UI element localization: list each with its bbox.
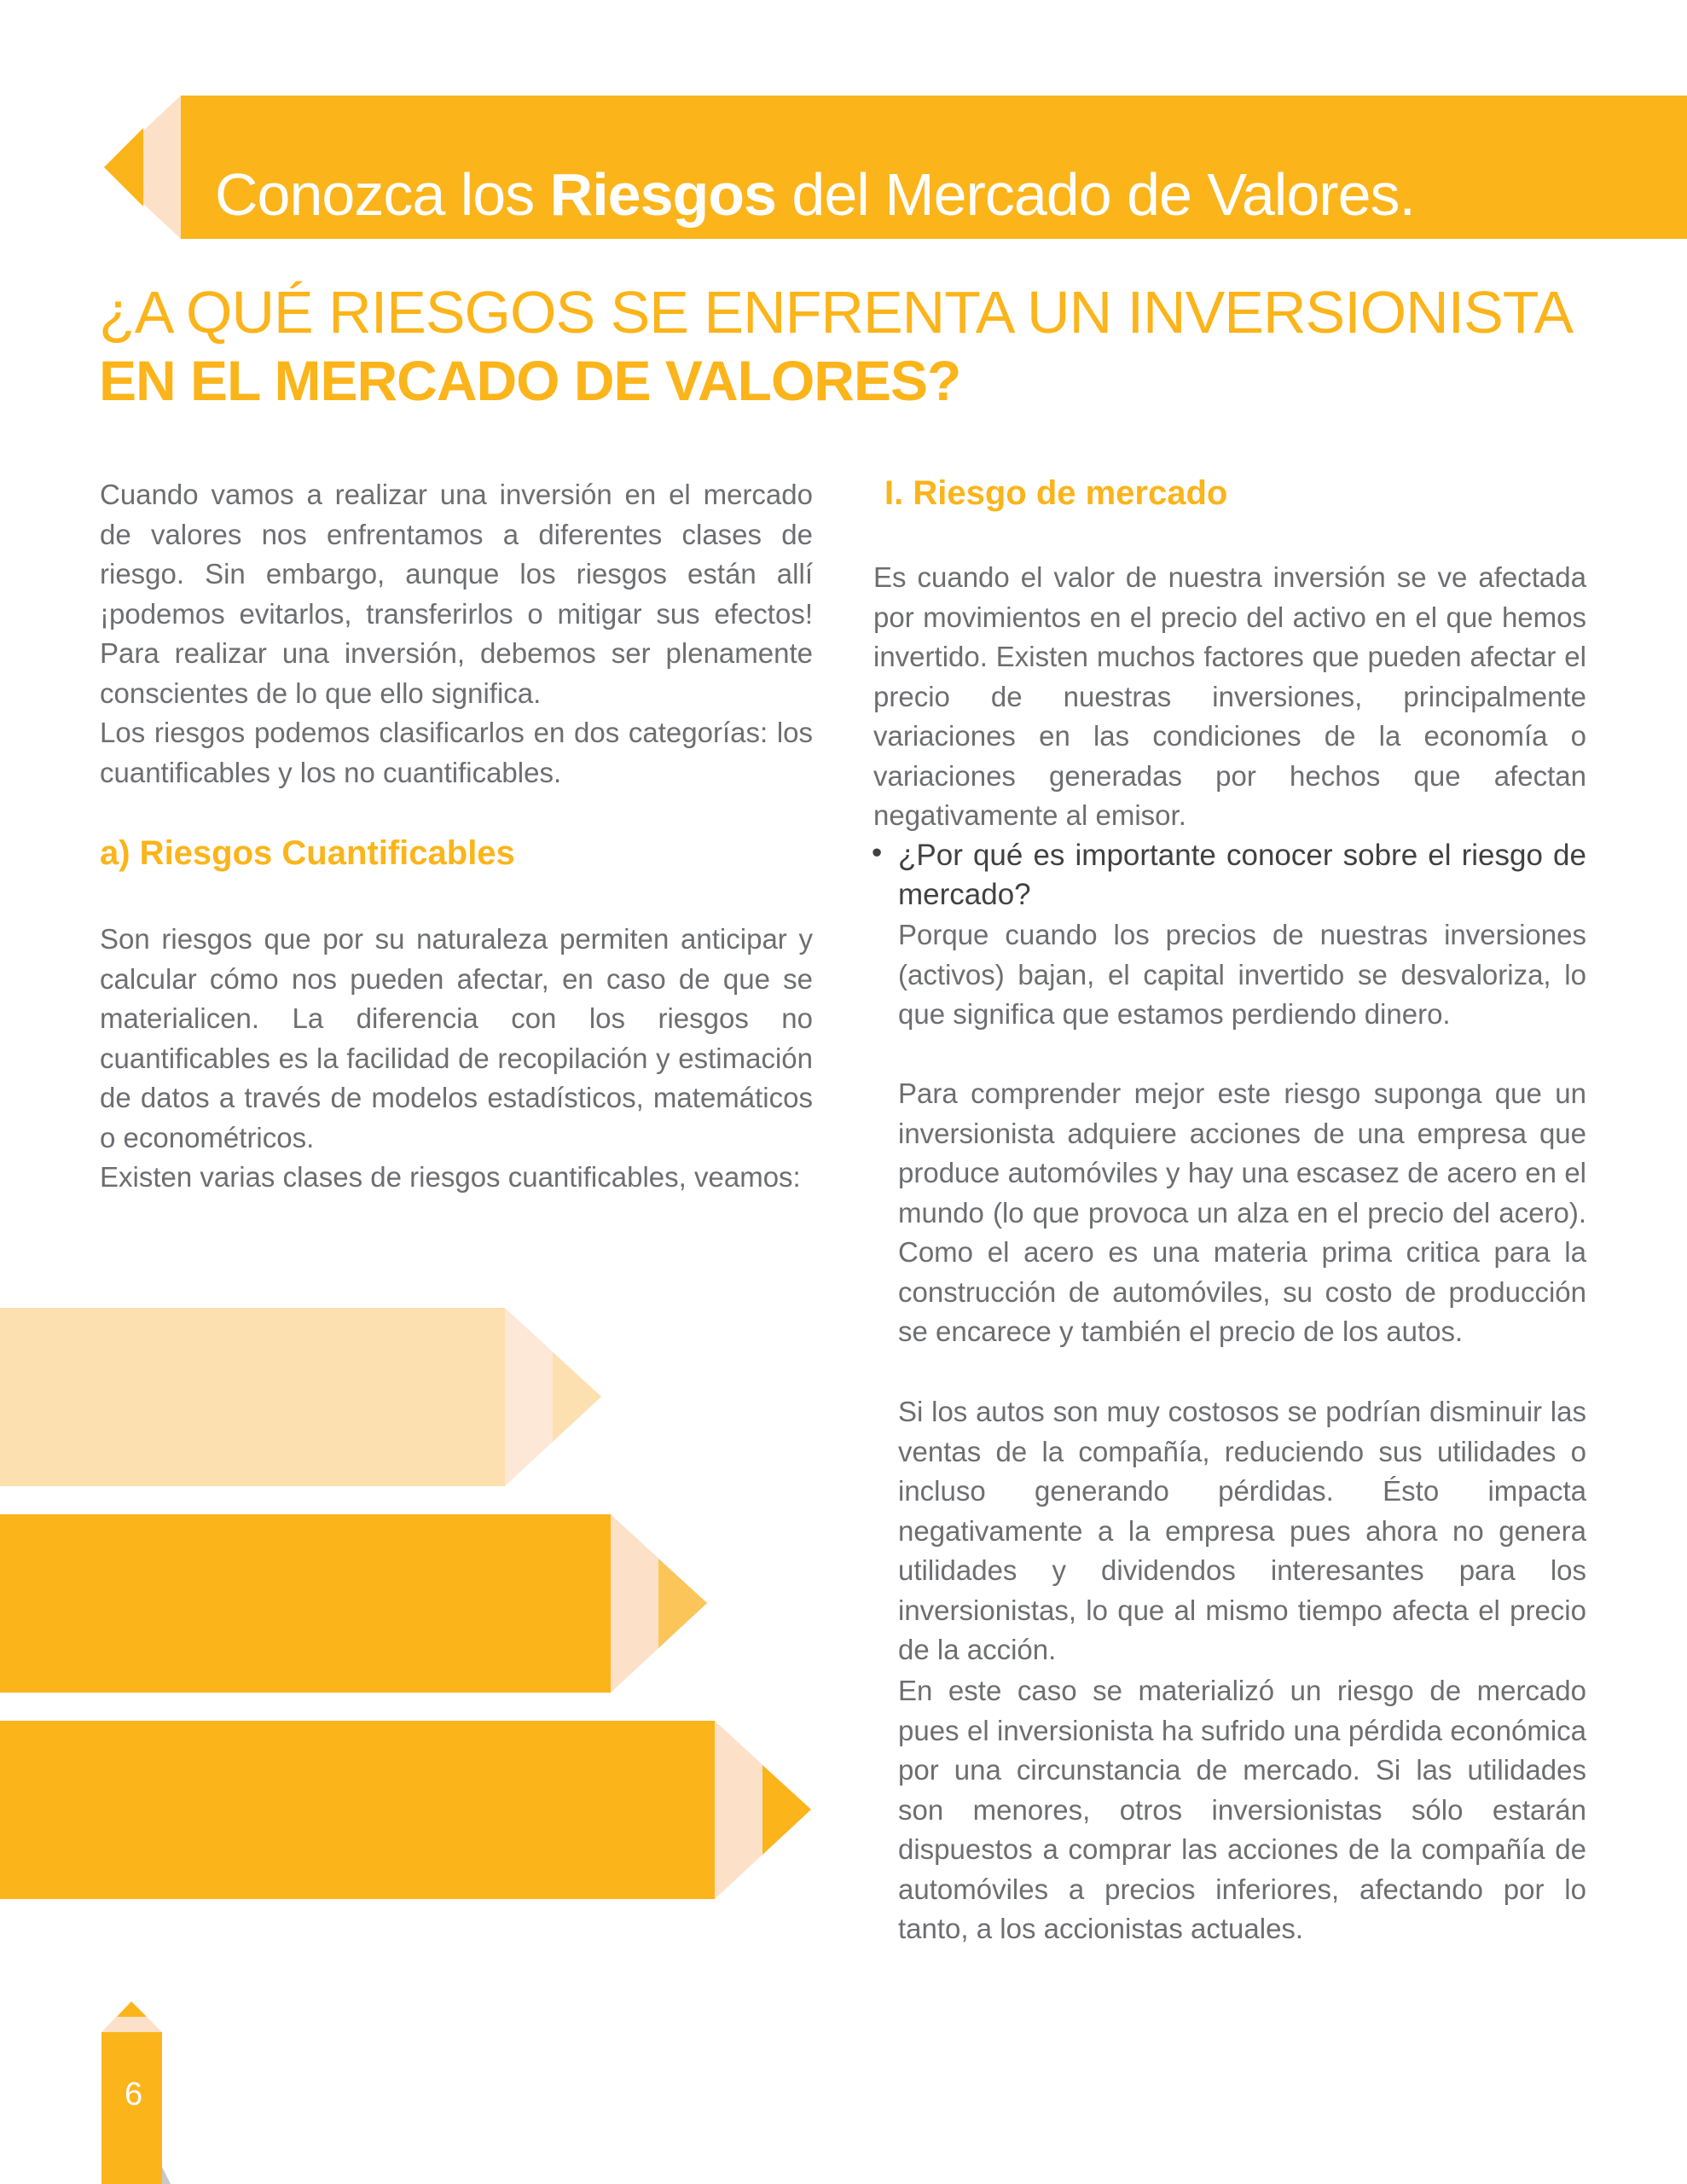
answer-paragraph-3: Si los autos son muy costosos se podrían disminuir las ventas de la compañía, reduciendo sus utilidades o incluso generando pérdidas. Ésto impacta negativamente a la empresa pues ahora no genera utilidades y dividendos interesantes para los inversionistas, lo que al mismo tiempo afecta el precio de la acción. (898, 1396, 1586, 1665)
header-title (215, 160, 1415, 229)
bullet-question: ¿Por qué es importante conocer sobre el riesgo de mercado? (898, 839, 1586, 911)
section-a-paragraph-1: Son riesgos que por su naturaleza permiten anticipar y calcular cómo nos pueden afectar, en caso de que se materialicen. La diferencia con los riesgos no cuantificables es la facilidad de recopilación y estimación de datos a través de modelos estadísticos, matemáticos o econométricos. (100, 923, 813, 1153)
page-number: 6 (125, 2077, 143, 2112)
pencil-bar-3 (0, 1721, 811, 1899)
bullet-dot: • (872, 836, 883, 869)
section-a-paragraph-2: Existen varias clases de riesgos cuantificables, veamos: (100, 1161, 801, 1193)
section-1-heading: I. Riesgo de mercado (884, 474, 1228, 512)
intro-paragraph-2: Los riesgos podemos clasificarlos en dos categorías: los cuantificables y los no cuantificables. (100, 717, 813, 788)
header-title-bold: Riesgos (549, 161, 776, 228)
answer-paragraph-1: Porque cuando los precios de nuestras inversiones (activos) bajan, el capital invertido se desvaloriza, lo que significa que estamos perdiendo dinero. (898, 919, 1586, 1030)
section-1-paragraph: Es cuando el valor de nuestra inversión se ve afectada por movimientos en el precio del activo en el que hemos invertido. Existen muchos factores que pueden afectar el precio de nuestras inversiones, principalmente variaciones en las condiciones de la economía o variaciones generadas por hechos que afectan negativamente al emisor. (873, 561, 1586, 831)
section-a-heading: a) Riesgos Cuantificables (100, 834, 515, 872)
answer-paragraph-2: Para comprender mejor este riesgo suponga que un inversionista adquiere acciones de una empresa que produce automóviles y hay una escasez de acero en el mundo (lo que provoca un alza en el precio del acero). Como el acero es una materia prima critica para la construcción de automóviles, su costo de producción se encarece y también el precio de los autos. (898, 1077, 1586, 1347)
main-question (99, 278, 1573, 415)
header-title-pre: Conozca los (215, 161, 550, 228)
main-question-line1: ¿A QUÉ RIESGOS SE ENFRENTA UN INVERSIONISTA (99, 279, 1574, 346)
header-title-post: del Mercado de Valores. (775, 161, 1415, 228)
answer-paragraph-4: En este caso se materializó un riesgo de mercado pues el inversionista ha sufrido una pérdida económica por una circunstancia de mercado. Si las utilidades son menores, otros inversionistas sólo estarán dispuestos a comprar las acciones de la compañía de automóviles a precios inferiores, afectando por lo tanto, a los accionistas actuales. (898, 1675, 1586, 1944)
pencil-bar-1 (0, 1308, 601, 1486)
intro-paragraph-1: Cuando vamos a realizar una inversión en el mercado de valores nos enfrentamos a diferentes clases de riesgo. Sin embargo, aunque los riesgos están allí ¡podemos evitarlos, transferirlos o mitigar sus efectos! Para realizar una inversión, debemos ser plenamente conscientes de lo que ello significa. (100, 479, 813, 709)
pencil-bar-2 (0, 1514, 707, 1693)
main-question-line2: EN EL MERCADO DE VALORES? (99, 349, 961, 412)
